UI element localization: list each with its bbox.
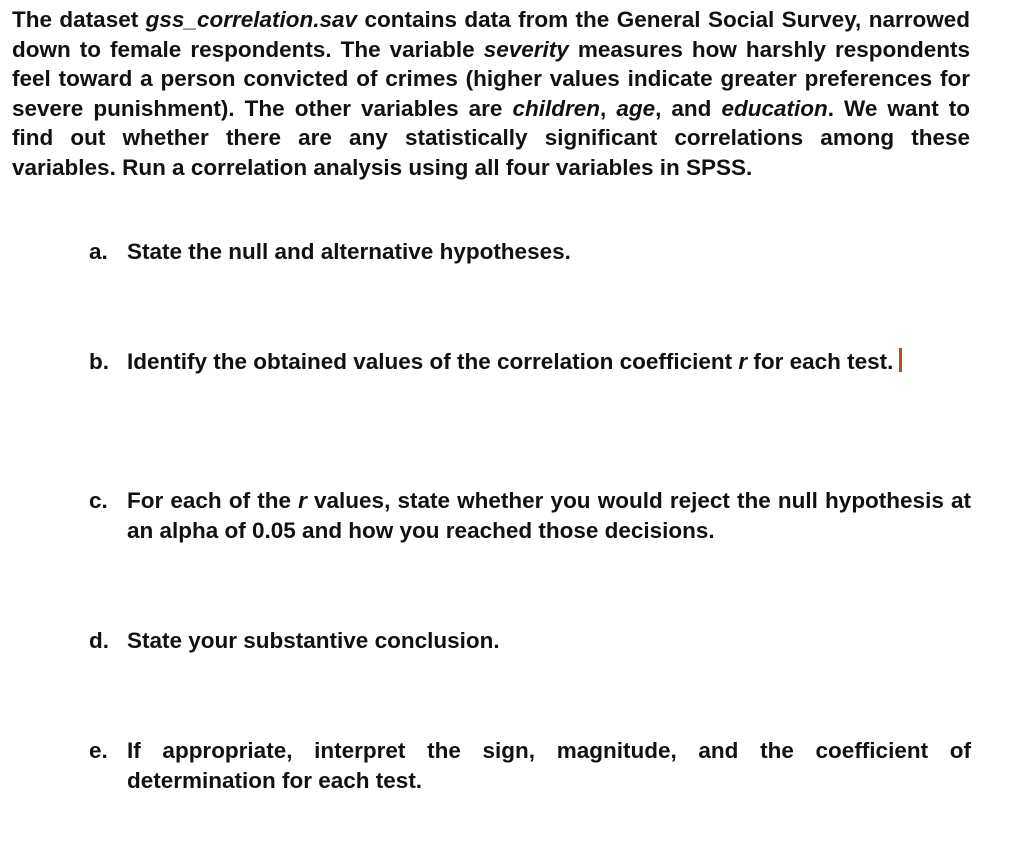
intro-text-6: . We want to find out whether there are any statistically significant correlations among these variables. Run a correlation analysis using all four variables in SPSS. [12,95,970,180]
intro-text-2: contains data from the General Social Survey, narrowed down to female respondents. The variable [12,7,970,62]
question-letter-b: b. [89,349,109,374]
question-d [89,626,971,656]
question-letter-d: d. [89,628,109,653]
variable-age: age [616,95,656,121]
variable-severity: severity [483,36,569,62]
question-c [89,486,971,546]
intro-text-4: , [600,95,617,121]
question-text-d: State your substantive conclusion. [127,628,500,653]
intro-text-5: , and [655,95,722,121]
question-letter-e: e. [89,738,108,763]
question-text-e: If appropriate, interpret the sign, magnitude, and the coefficient of determination for each test. [127,738,971,793]
problem-intro [12,5,970,182]
dataset-name: gss_correlation.sav [145,7,358,32]
text-cursor [899,348,902,372]
question-text-c-1: For each of the [127,488,299,513]
question-text-a: State the null and alternative hypotheses. [127,239,571,264]
question-text-b-2: for each test. [747,349,894,374]
question-a [89,237,971,267]
r-symbol: r [298,488,307,513]
intro-text-3: measures how harshly respondents feel toward a person convicted of crimes (higher values indicate greater preferences for severe punishment). The other variables are [12,36,970,121]
r-symbol: r [738,349,748,374]
question-e [89,736,971,796]
variable-children: children [512,95,601,121]
question-letter-a: a. [89,239,108,264]
question-b[interactable] [89,347,971,377]
question-text-b-1: Identify the obtained values of the correlation coefficient [127,349,739,374]
question-letter-c: c. [89,488,108,513]
question-text-c-2: values, state whether you would reject the null hypothesis at an alpha of 0.05 and how you reached those decisions. [127,488,971,543]
variable-education: education [721,95,828,121]
intro-text-1: The dataset [12,7,146,32]
question-text-b[interactable] [127,347,971,377]
question-text-c [127,486,971,546]
